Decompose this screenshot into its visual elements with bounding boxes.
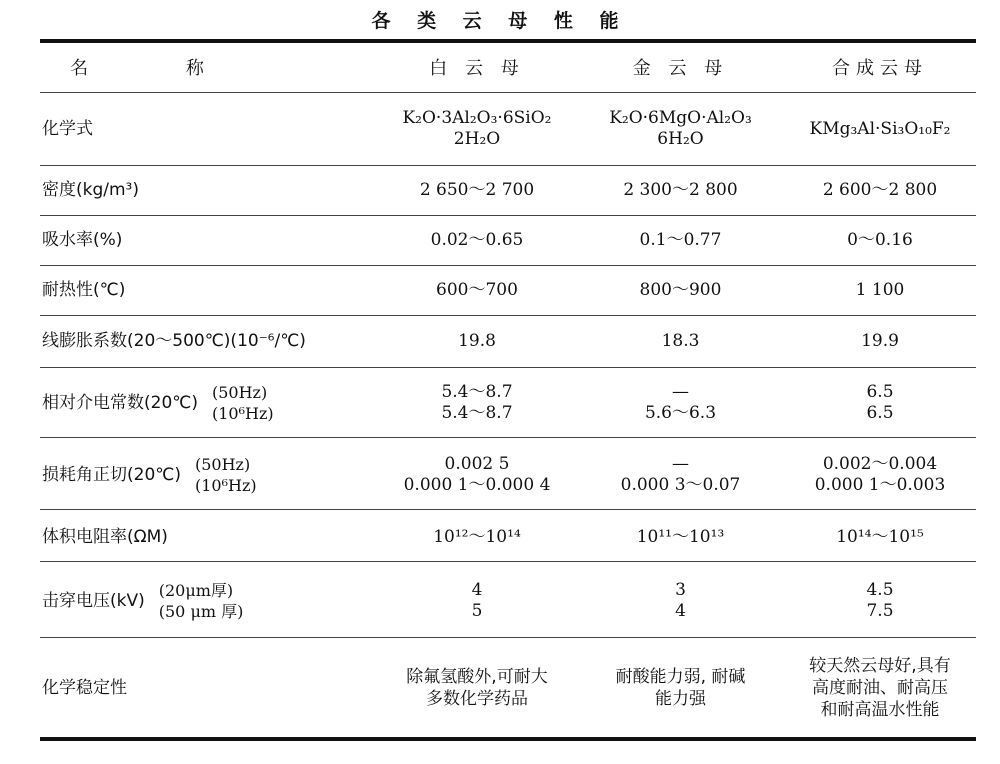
row-condition-line: (50Hz) (195, 455, 251, 474)
value-line: 800～900 (639, 279, 722, 300)
row-label-text: 线膨胀系数(20～500℃)(10⁻⁶/℃) (42, 330, 306, 351)
header-divider (40, 92, 976, 93)
row-divider (40, 437, 976, 438)
row-label-text: 密度(kg/m³) (42, 179, 140, 200)
row-condition-line: (50 μm 厚) (158, 602, 244, 621)
value-cell-c1 (372, 368, 582, 438)
value-cell-c3 (782, 94, 978, 164)
row-label (42, 316, 377, 366)
value-line: 耐酸能力弱, 耐碱 (615, 667, 746, 687)
value-cell-c2 (578, 512, 783, 562)
value-line: 0.000 3～0.07 (620, 475, 741, 495)
value-line: 和耐高温水性能 (820, 700, 940, 720)
value-line: 6H₂O (657, 129, 704, 149)
value-cell-c1 (372, 564, 582, 638)
row-condition-line: (20μm厚) (158, 581, 234, 600)
value-cell-c2 (578, 266, 783, 314)
row-label (42, 368, 377, 438)
value-line: K₂O·3Al₂O₃·6SiO₂ (402, 108, 552, 128)
bottom-rule (40, 737, 976, 741)
row-divider (40, 637, 976, 638)
value-line: 10¹²～10¹⁴ (433, 526, 521, 547)
row-condition-line: (50Hz) (212, 383, 268, 402)
top-rule (40, 39, 976, 43)
value-line: 2 300～2 800 (623, 179, 738, 200)
row-label-text: 体积电阻率(ΩM) (42, 526, 168, 547)
value-line: 0～0.16 (847, 229, 913, 250)
row-label-text: 耐热性(℃) (42, 279, 126, 300)
value-cell-c3 (782, 216, 978, 264)
value-line: 2H₂O (453, 129, 501, 149)
value-cell-c3 (782, 166, 978, 214)
row-condition (159, 580, 244, 622)
value-line: 10¹¹～10¹³ (636, 526, 725, 547)
row-label-text: 化学稳定性 (42, 677, 127, 698)
value-cell-c3 (782, 640, 978, 736)
value-line: 0.002～0.004 (822, 454, 938, 474)
value-line: K₂O·6MgO·Al₂O₃ (609, 108, 752, 128)
value-line: 5.4～8.7 (441, 403, 513, 423)
value-line: 能力强 (655, 689, 706, 709)
value-cell-c1 (372, 440, 582, 510)
value-cell-c2 (578, 166, 783, 214)
value-line: 高度耐油、耐高压 (812, 678, 948, 698)
value-line: 4 (471, 580, 483, 600)
row-label (42, 564, 377, 638)
row-divider (40, 215, 976, 216)
value-line: KMg₃Al·Si₃O₁₀F₂ (809, 118, 951, 139)
row-condition-line: (10⁶Hz) (212, 404, 274, 423)
value-line: 0.002 5 (444, 454, 510, 474)
row-divider (40, 561, 976, 562)
value-line: 5.4～8.7 (441, 382, 513, 402)
value-line: 2 600～2 800 (822, 179, 938, 200)
value-line: 600～700 (436, 279, 518, 300)
value-cell-c1 (372, 512, 582, 562)
value-cell-c3 (782, 266, 978, 314)
value-cell-c3 (782, 316, 978, 366)
value-line: 除氟氢酸外,可耐大 (406, 667, 548, 687)
value-line: 3 (675, 580, 686, 600)
row-divider (40, 315, 976, 316)
value-cell-c1 (372, 216, 582, 264)
value-line: 0.000 1～0.003 (814, 475, 946, 495)
value-line: 19.9 (861, 330, 899, 351)
value-line: 0.02～0.65 (430, 229, 524, 250)
value-line: 4 (675, 601, 686, 621)
value-cell-c1 (372, 266, 582, 314)
value-line: 较天然云母好,具有 (809, 656, 951, 676)
row-label-text: 损耗角正切(20℃) (42, 464, 181, 485)
value-cell-c1 (372, 166, 582, 214)
value-line: 10¹⁴～10¹⁵ (836, 526, 924, 547)
row-divider (40, 265, 976, 266)
value-line: 6.5 (866, 403, 894, 423)
row-label (42, 266, 377, 314)
value-line: 18.3 (661, 330, 700, 351)
row-label (42, 166, 377, 214)
row-label-text: 化学式 (42, 118, 93, 139)
header-muscovite: 白 云 母 (429, 57, 525, 79)
table-title: 各 类 云 母 性 能 (371, 10, 629, 32)
row-divider (40, 509, 976, 510)
header-name: 名 称 (70, 57, 250, 79)
value-line: 19.8 (458, 330, 496, 351)
row-divider (40, 165, 976, 166)
row-condition (212, 382, 274, 424)
row-condition-line: (10⁶Hz) (195, 476, 257, 495)
value-cell-c2 (578, 564, 783, 638)
value-line: 0.000 1～0.000 4 (403, 475, 551, 495)
row-label (42, 512, 377, 562)
row-label (42, 640, 377, 736)
value-line: 5 (471, 601, 483, 621)
value-line: 6.5 (866, 382, 894, 402)
row-label (42, 94, 377, 164)
value-cell-c3 (782, 368, 978, 438)
value-line: 4.5 (866, 580, 894, 600)
row-label (42, 440, 377, 510)
value-cell-c2 (578, 94, 783, 164)
row-condition (195, 454, 257, 496)
value-line: 多数化学药品 (426, 689, 528, 709)
value-line: — (672, 454, 689, 474)
value-cell-c2 (578, 216, 783, 264)
value-line: 2 650～2 700 (419, 179, 535, 200)
row-label-text: 击穿电压(kV) (42, 590, 145, 611)
row-label-text: 相对介电常数(20℃) (42, 392, 198, 413)
value-cell-c1 (372, 640, 582, 736)
row-label-text: 吸水率(%) (42, 229, 123, 250)
value-cell-c2 (578, 368, 783, 438)
value-line: 7.5 (866, 601, 894, 621)
value-cell-c3 (782, 512, 978, 562)
value-cell-c2 (578, 640, 783, 736)
value-cell-c1 (372, 316, 582, 366)
header-synthetic-mica: 合成云母 (832, 57, 928, 79)
value-line: 1 100 (855, 279, 905, 300)
value-cell-c1 (372, 94, 582, 164)
value-line: 0.1～0.77 (639, 229, 722, 250)
value-line: 5.6～6.3 (644, 403, 717, 423)
header-phlogopite: 金 云 母 (632, 57, 729, 79)
value-cell-c2 (578, 440, 783, 510)
value-cell-c3 (782, 564, 978, 638)
row-divider (40, 367, 976, 368)
row-label (42, 216, 377, 264)
value-cell-c3 (782, 440, 978, 510)
value-cell-c2 (578, 316, 783, 366)
value-line: — (672, 382, 689, 402)
